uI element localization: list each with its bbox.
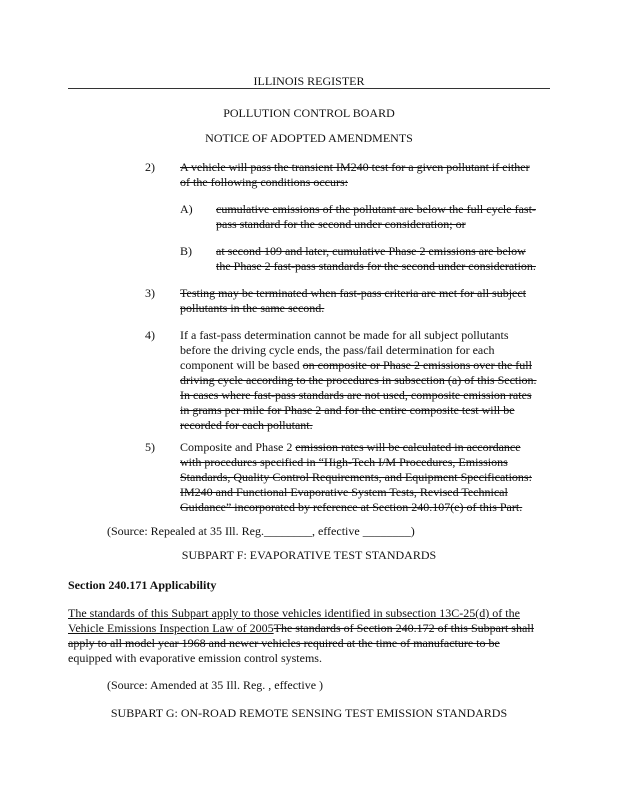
- para-line-3: [68, 636, 500, 650]
- item-4-line-3-plain: component will be based: [180, 358, 303, 372]
- para-line-4: equipped with evaporative emission control systems.: [68, 651, 322, 665]
- item-4-line-3-struck: on composite or Phase 2 emissions over the full: [302, 358, 532, 372]
- source-note-repealed: (Source: Repealed at 35 Ill. Reg.________, effective ________): [107, 524, 415, 538]
- board-title: POLLUTION CONTROL BOARD: [223, 106, 395, 120]
- item-5-line-1-struck: emission rates will be calculated in accordance: [295, 440, 521, 454]
- para-line-2: [68, 621, 534, 635]
- item-3-line-2: pollutants in the same second.: [180, 301, 325, 315]
- section-heading: Section 240.171 Applicability: [68, 578, 217, 592]
- item-5-line-4: IM240 and Functional Evaporative System Tests, Revised Technical: [180, 485, 508, 499]
- item-2b-line-1: at second 109 and later, cumulative Phase 2 emissions are below: [216, 244, 526, 258]
- source-note-amended: (Source: Amended at 35 Ill. Reg. , effective ): [107, 678, 324, 692]
- item-4-line-6: in grams per mile for Phase 2 and for the entire composite test will be: [180, 403, 515, 417]
- para-line-2-struck: The standards of Section 240.172 of this Subpart shall: [273, 621, 534, 635]
- item-5-number: 5): [145, 440, 155, 454]
- item-3-line-1: Testing may be terminated when fast-pass criteria are met for all subject: [180, 286, 527, 300]
- register-title: ILLINOIS REGISTER: [253, 74, 365, 88]
- item-4-line-5: In cases where fast-pass standards are not used, composite emission rates: [180, 388, 532, 402]
- item-2a-line-2: pass standard for the second under consideration; or: [216, 217, 466, 231]
- item-2a-number: A): [180, 202, 193, 216]
- item-4-line-4: driving cycle according to the procedures in subsection (a) of this Section.: [180, 373, 537, 387]
- item-5-line-3: Standards, Quality Control Requirements, and Equipment Specifications:: [180, 470, 532, 484]
- para-line-2-underlined: Vehicle Emissions Inspection Law of 2005: [68, 621, 274, 635]
- item-3-number: 3): [145, 286, 155, 300]
- item-2b-line-2: the Phase 2 fast-pass standards for the second under consideration.: [216, 259, 536, 273]
- subpart-f-heading: SUBPART F: EVAPORATIVE TEST STANDARDS: [181, 548, 437, 562]
- item-4-line-2: before the driving cycle ends, the pass/fail determination for each: [180, 343, 495, 357]
- item-2a-line-1: cumulative emissions of the pollutant are below the full cycle fast-: [216, 202, 536, 216]
- para-line-1: The standards of this Subpart apply to those vehicles identified in subsection 13C-25(d) of the: [68, 606, 520, 620]
- item-4-line-7: recorded for each pollutant.: [180, 418, 313, 432]
- item-2b-number: B): [180, 244, 192, 258]
- item-4-line-3: [180, 358, 532, 372]
- item-5-line-1: [180, 440, 521, 454]
- item-5-line-2: with procedures specified in “High-Tech I/M Procedures, Emissions: [180, 455, 508, 469]
- item-2-number: 2): [145, 160, 155, 174]
- item-5-line-1-plain: Composite and Phase 2: [180, 440, 296, 454]
- item-4-number: 4): [145, 328, 155, 342]
- item-5-line-5: Guidance” incorporated by reference at Section 240.107(e) of this Part.: [180, 500, 523, 514]
- header-rule: [68, 88, 550, 89]
- item-2-line-1: A vehicle will pass the transient IM240 test for a given pollutant if either: [180, 160, 530, 174]
- notice-title: NOTICE OF ADOPTED AMENDMENTS: [205, 131, 413, 145]
- subpart-g-heading: SUBPART G: ON-ROAD REMOTE SENSING TEST EMISSION STANDARDS: [110, 706, 508, 720]
- para-line-3-text: apply to all model year 1968 and newer vehicles required at the time of manufacture to be: [68, 636, 500, 650]
- item-4-line-1: If a fast-pass determination cannot be made for all subject pollutants: [180, 328, 509, 342]
- item-2-line-2: of the following conditions occurs:: [180, 175, 348, 189]
